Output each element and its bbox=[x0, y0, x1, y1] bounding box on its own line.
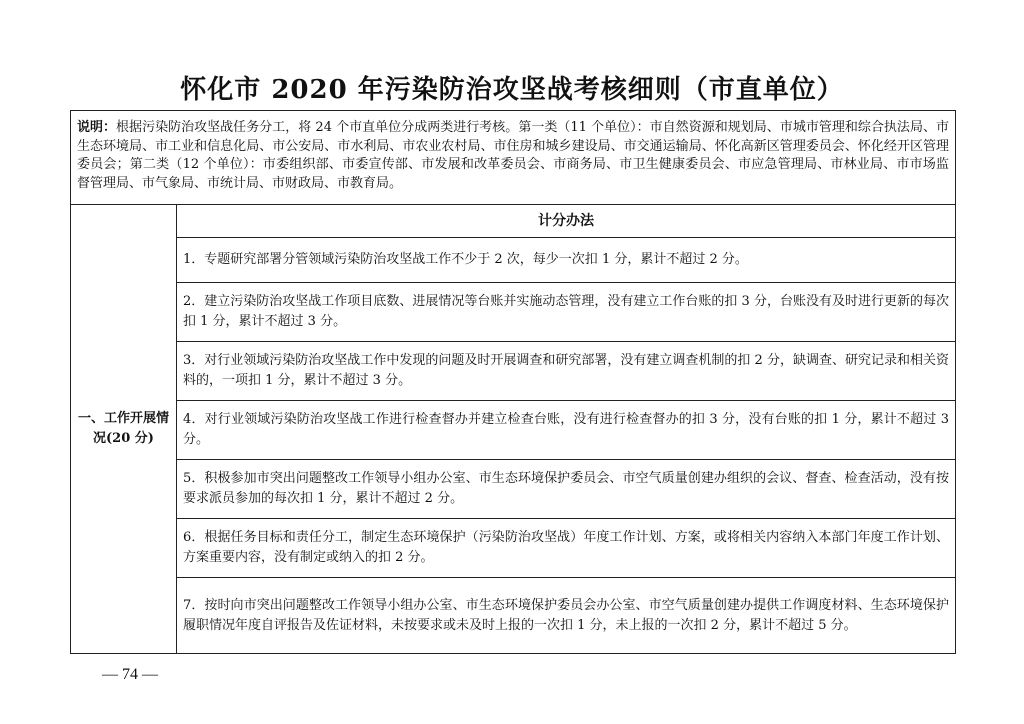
category-label: 一、工作开展情况(20 分) bbox=[77, 411, 169, 446]
category-cell bbox=[71, 205, 177, 653]
assessment-table bbox=[70, 110, 956, 654]
page-number: — 74 — bbox=[102, 666, 158, 683]
scoring-item-4: 4．对行业领域污染防治攻坚战工作进行检查督办并建立检查台账，没有进行检查督办的扣 3 分，没有台账的扣 1 分，累计不超过 3 分。 bbox=[177, 401, 955, 460]
intro-lead: 说明： bbox=[77, 120, 117, 135]
intro-cell bbox=[71, 111, 955, 205]
scoring-item-3: 3．对行业领域污染防治攻坚战工作中发现的问题及时开展调查和研究部署，没有建立调查机制的扣 2 分，缺调查、研究记录和相关资料的，一项扣 1 分，累计不超过 3 分。 bbox=[177, 342, 955, 401]
scoring-column bbox=[177, 205, 955, 653]
scoring-item-6: 6．根据任务目标和责任分工，制定生态环境保护（污染防治攻坚战）年度工作计划、方案，或将相关内容纳入本部门年度工作计划、方案重要内容，没有制定或纳入的扣 2 分。 bbox=[177, 519, 955, 578]
scoring-item-1: 1．专题研究部署分管领域污染防治攻坚战工作不少于 2 次，每少一次扣 1 分，累计不超过 2 分。 bbox=[177, 238, 955, 283]
intro-body: 根据污染防治攻坚战任务分工，将 24 个市直单位分成两类进行考核。第一类（11 个单位）：市自然资源和规划局、市城市管理和综合执法局、市生态环境局、市工业和信息化局、市公安局、市水利局、市农业农村局、市住房和城乡建设局、市交通运输局、怀化高新区管理委员会、怀化经开区管理委员会；第二类（12 个单位）：市委组织部、市委宣传部、市发展和改革委员会、市商务局、市卫生健康委员会、市应急管理局、市林业局、市市场监督管理局、市气象局、市统计局、市财政局、市教育局。 bbox=[77, 120, 949, 191]
document-title: 怀化市 2020 年污染防治攻坚战考核细则（市直单位） bbox=[180, 75, 844, 105]
scoring-item-7: 7．按时向市突出问题整改工作领导小组办公室、市生态环境保护委员会办公室、市空气质量创建办提供工作调度材料、生态环境保护履职情况年度自评报告及佐证材料，未按要求或未及时上报的一次扣 1 分，未上报的一次扣 2 分，累计不超过 5 分。 bbox=[183, 597, 949, 633]
scoring-item-5: 5．积极参加市突出问题整改工作领导小组办公室、市生态环境保护委员会、市空气质量创建办组织的会议、督查、检查活动，没有按要求派员参加的每次扣 1 分，累计不超过 2 分。 bbox=[177, 460, 955, 519]
scoring-item-2: 2．建立污染防治攻坚战工作项目底数、进展情况等台账并实施动态管理，没有建立工作台账的扣 3 分，台账没有及时进行更新的每次扣 1 分，累计不超过 3 分。 bbox=[177, 283, 955, 342]
scoring-header: 计分办法 bbox=[177, 205, 955, 238]
